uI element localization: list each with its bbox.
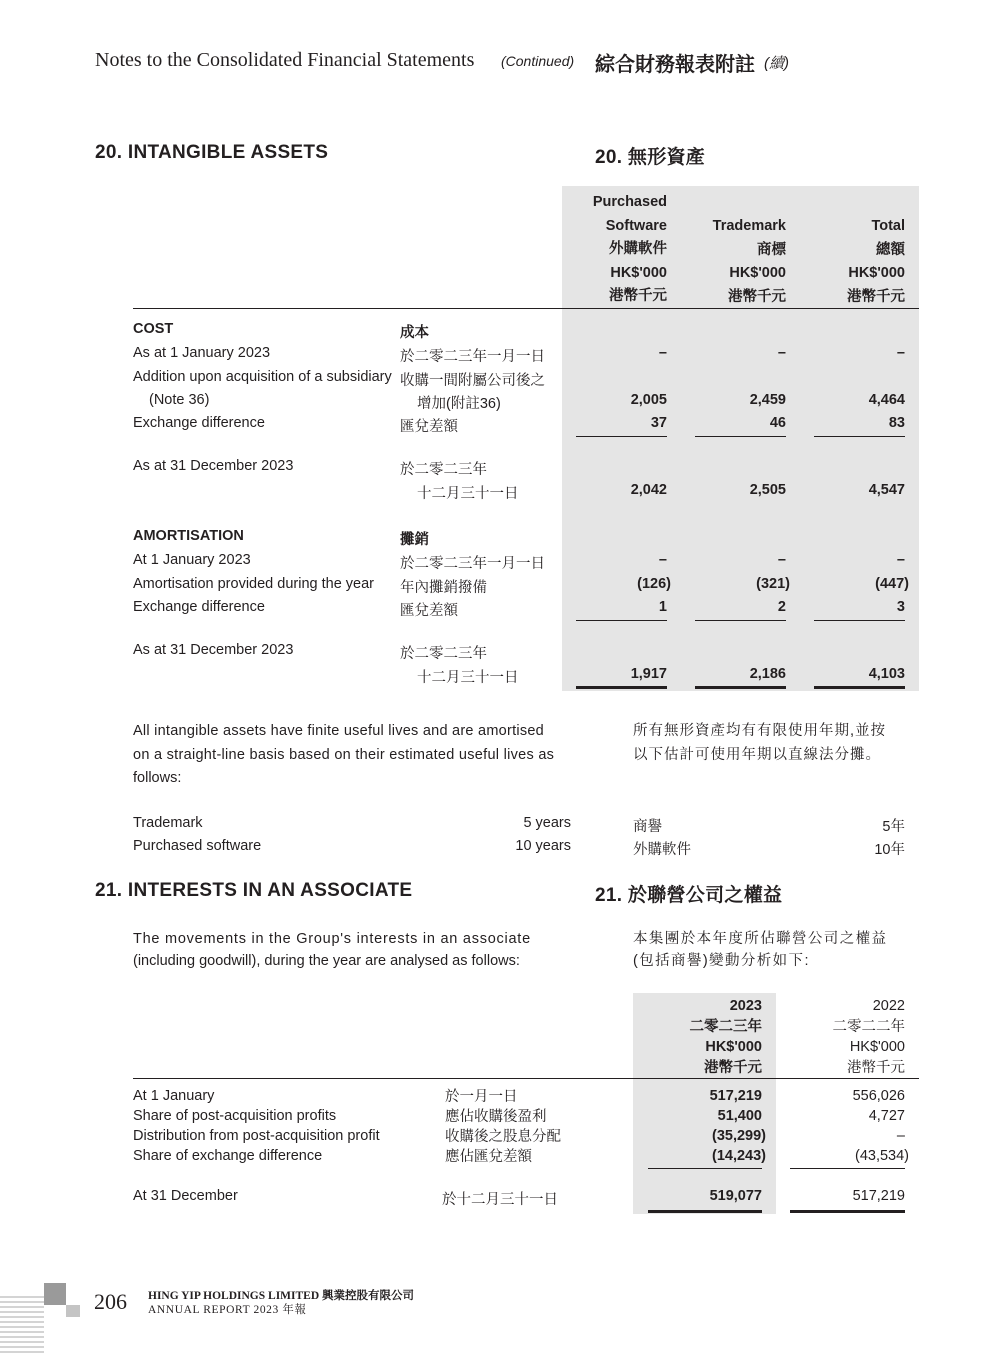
cell-value: – [896, 552, 905, 568]
assoc-total-label: At 31 December [133, 1188, 238, 1204]
total-double-rule [814, 686, 905, 689]
assoc-2023-value: 51,400 [717, 1108, 762, 1124]
footer-decoration [0, 1283, 80, 1357]
assoc-row-label: Share of post-acquisition profits [133, 1108, 337, 1124]
assoc-2023-value: (14,243) [711, 1148, 766, 1164]
row-exchange: Exchange difference [133, 415, 265, 431]
intro-line: (including goodwill), during the year are analysed as follows: [133, 953, 520, 969]
col-2022-line: 二零二二年 [832, 1018, 905, 1035]
assoc-total-label-zh: 於十二月三十一日 [442, 1192, 558, 1208]
assoc-row-label-zh: 應佔匯兌差額 [445, 1149, 532, 1165]
row-acquisition-note: (Note 36) [149, 392, 210, 408]
cell-value: 4,103 [868, 666, 905, 682]
cell-value: 46 [769, 415, 786, 431]
row-amort-exchange-zh: 匯兌差額 [400, 603, 458, 619]
col-trademark-line4: 港幣千元 [728, 288, 786, 305]
section20-heading-zh: 20. 無形資產 [595, 147, 706, 168]
subtotal-rule [814, 436, 905, 437]
col-2023-header [640, 996, 762, 1078]
cell-value: 4,547 [868, 482, 905, 498]
cell-value: – [658, 552, 667, 568]
row-acquisition: Addition upon acquisition of a subsidiary [133, 369, 392, 385]
cell-value: 3 [896, 599, 905, 615]
cost-label: COST [133, 321, 174, 337]
total-double-rule [790, 1210, 905, 1213]
col-2022-line: 2022 [872, 998, 905, 1014]
col-2023-line: 2023 [729, 998, 762, 1014]
row-cost-closing-zh: 於二零二三年 [400, 462, 487, 478]
assoc-row-label: At 1 January [133, 1088, 215, 1104]
cell-value: 2,005 [630, 392, 667, 408]
col-software-header [560, 191, 667, 309]
table21-header-rule [133, 1078, 919, 1079]
col-2023-line: 二零二三年 [689, 1018, 762, 1035]
row-amort-closing-zh: 於二零二三年 [400, 646, 487, 662]
col-software-line2: Software [605, 217, 667, 234]
row-amort-closing: As at 31 December 2023 [133, 642, 294, 658]
row-amort-opening-zh: 於二零二三年一月一日 [400, 556, 545, 572]
cell-value: 2,042 [630, 482, 667, 498]
cell-value: 37 [650, 415, 667, 431]
row-exchange-zh: 匯兌差額 [400, 419, 458, 435]
assoc-2023-value: (35,299) [711, 1128, 766, 1144]
table20-header-rule [133, 308, 919, 309]
header-title-zh: 綜合財務報表附註 [595, 54, 755, 76]
note-line: on a straight-line basis based on their estimated useful lives as [133, 746, 555, 763]
intro-line: 本集團於本年度所佔聯營公司之權益 [633, 931, 888, 947]
life-software-value: 10 years [515, 838, 571, 854]
assoc-row-label-zh: 於一月一日 [445, 1089, 518, 1105]
cell-value: – [777, 345, 786, 361]
col-total-line1: Total [871, 218, 905, 234]
cell-value: (447) [875, 576, 909, 592]
col-2023-line: HK$'000 [705, 1039, 762, 1055]
header-title-en: Notes to the Consolidated Financial Statements [95, 49, 475, 71]
row-cost-closing-zh2: 十二月三十一日 [417, 486, 519, 502]
total-double-rule [695, 686, 786, 689]
footer-company-zh: 興業控股有限公司 [322, 1290, 415, 1302]
cell-value: 1 [658, 599, 667, 615]
useful-lives-note-en [133, 720, 554, 791]
subtotal-rule [790, 1168, 905, 1169]
col-2022-line: HK$'000 [849, 1039, 905, 1055]
life-trademark: Trademark [133, 815, 203, 831]
amortisation-label-zh: 攤銷 [400, 532, 429, 548]
subtotal-rule [814, 620, 905, 621]
subtotal-rule [695, 620, 786, 621]
cell-value: – [777, 552, 786, 568]
cell-value: 2,505 [749, 482, 786, 498]
assoc-2022-value: (43,534) [854, 1148, 909, 1164]
note-line: 所有無形資產均有有限使用年期,並按 [633, 723, 887, 739]
intro-line: The movements in the Group's interests in an associate [133, 931, 531, 947]
col-2022-header [790, 996, 905, 1078]
footer-report: ANNUAL REPORT 2023 年報 [148, 1304, 307, 1316]
cell-value: 2,186 [749, 666, 786, 682]
assoc-2022-value: 556,026 [852, 1088, 905, 1104]
useful-lives-note-zh [633, 720, 886, 767]
col-trademark-header [680, 215, 786, 309]
life-software-zh-value: 10年 [874, 842, 905, 858]
subtotal-rule [576, 620, 667, 621]
assoc-row-label-zh: 收購後之股息分配 [445, 1129, 561, 1145]
section21-heading-zh: 21. 於聯營公司之權益 [595, 885, 783, 906]
assoc-row-label-zh: 應佔收購後盈利 [445, 1109, 547, 1125]
cell-value: 1,917 [630, 666, 667, 682]
life-software-zh: 外購軟件 [633, 842, 691, 858]
row-amort-opening: At 1 January 2023 [133, 552, 251, 568]
col-trademark-line1: Trademark [712, 218, 786, 234]
total-double-rule [648, 1210, 762, 1213]
row-acquisition-zh: 收購一間附屬公司後之 [400, 373, 545, 389]
section21-intro-zh [633, 928, 887, 972]
amortisation-label: AMORTISATION [133, 528, 244, 544]
note-line: All intangible assets have finite useful lives and are amortised [133, 723, 544, 739]
assoc-total-2023: 519,077 [709, 1188, 762, 1204]
footer-company-en: HING YIP HOLDINGS LIMITED [148, 1290, 320, 1302]
cell-value: 4,464 [868, 392, 905, 408]
cell-value: 2 [777, 599, 786, 615]
note-line: 以下估計可使用年期以直線法分攤。 [633, 746, 881, 763]
life-trademark-zh: 商譽 [633, 819, 662, 835]
row-cost-opening-zh: 於二零二三年一月一日 [400, 349, 545, 365]
assoc-2022-value: 4,727 [868, 1108, 905, 1124]
col-software-line4: HK$'000 [610, 264, 667, 281]
total-double-rule [576, 686, 667, 689]
assoc-total-2022: 517,219 [852, 1188, 905, 1204]
col-2023-line: 港幣千元 [704, 1059, 762, 1076]
cell-value: 83 [888, 415, 905, 431]
col-2022-line: 港幣千元 [847, 1059, 905, 1076]
row-amort-exchange: Exchange difference [133, 599, 265, 615]
cell-value: 2,459 [749, 392, 786, 408]
col-trademark-line3: HK$'000 [729, 265, 786, 281]
cell-value: (321) [756, 576, 790, 592]
subtotal-rule [576, 436, 667, 437]
row-amort-provided: Amortisation provided during the year [133, 576, 374, 592]
cell-value: – [896, 345, 905, 361]
subtotal-rule [648, 1168, 762, 1169]
section21-heading-en: 21. INTERESTS IN AN ASSOCIATE [95, 880, 413, 901]
assoc-2022-value: – [896, 1128, 905, 1144]
assoc-row-label: Distribution from post-acquisition profit [133, 1128, 380, 1144]
cost-label-zh: 成本 [400, 325, 429, 341]
col-software-line1: Purchased [592, 194, 667, 210]
assoc-2023-value: 517,219 [709, 1088, 762, 1104]
col-software-line3: 外購軟件 [609, 241, 667, 257]
cell-value: (126) [637, 576, 671, 592]
col-total-header [800, 215, 905, 309]
row-amort-closing-zh2: 十二月三十一日 [417, 670, 519, 686]
note-line: follows: [133, 770, 182, 786]
life-software: Purchased software [133, 838, 262, 854]
col-total-line2: 總額 [876, 241, 905, 258]
section21-intro-en [133, 928, 531, 972]
life-trademark-value: 5 years [523, 815, 571, 831]
life-trademark-zh-value: 5年 [882, 819, 905, 835]
col-trademark-line2: 商標 [757, 241, 786, 258]
cell-value: – [658, 345, 667, 361]
col-software-line5: 港幣千元 [609, 288, 667, 304]
col-total-line4: 港幣千元 [847, 288, 905, 305]
header-continued-zh: (續) [764, 55, 789, 72]
row-acquisition-zh-note: 增加(附註36) [417, 396, 501, 412]
col-total-line3: HK$'000 [848, 265, 905, 281]
section20-heading-en: 20. INTANGIBLE ASSETS [95, 142, 329, 163]
row-cost-closing: As at 31 December 2023 [133, 458, 294, 474]
subtotal-rule [695, 436, 786, 437]
row-amort-provided-zh: 年內攤銷撥備 [400, 580, 487, 596]
page-number: 206 [94, 1289, 127, 1314]
assoc-row-label: Share of exchange difference [133, 1148, 323, 1164]
intro-line: (包括商譽)變動分析如下: [633, 953, 810, 969]
row-cost-opening: As at 1 January 2023 [133, 345, 271, 361]
header-continued-en: (Continued) [501, 53, 575, 69]
